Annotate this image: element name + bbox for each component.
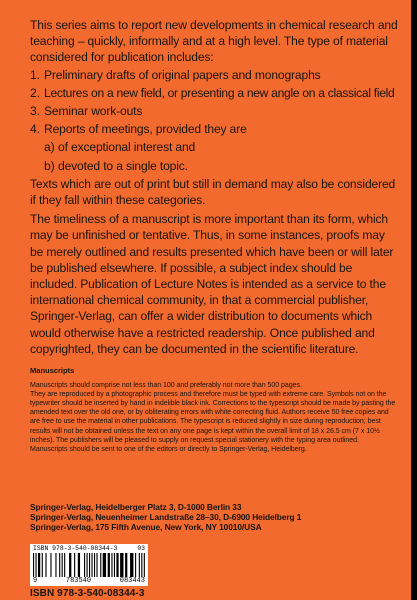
barcode-bar [74, 553, 75, 577]
address-berlin: Springer-Verlag, Heidelberger Platz 3, D-1000 Berlin 33 [30, 502, 242, 512]
publisher-addresses [30, 502, 402, 533]
barcode-bar [130, 553, 133, 577]
barcode-bar [139, 553, 140, 577]
barcode-bar [38, 553, 40, 577]
address-new-york: Springer-Verlag, 175 Fifth Avenue, New York, NY 10010/USA [30, 522, 262, 533]
list-item [30, 121, 400, 137]
manuscripts-submission: Manuscripts should be sent to one of the editors or directly to Springer-Verlag, Heidelberg. [30, 445, 307, 453]
barcode-bar [69, 553, 71, 577]
timeliness-paragraph: The timeliness of a manuscript is more important than its form, which may be unfinished or tentative. Thus, in some instances, proofs may be merely outlined and results presented which have been or will later be published elsewhere. If possible, a subject index should be included. Publication of Lecture Notes is intended as a service to the international chemical community, in that a commercial publisher, Springer-Verlag, can offer a wider distribution to documents which would otherwise have a restricted readership. Once published and copyrighted, they can be documented in the scientific literature. [30, 212, 394, 356]
barcode-isbn-line [33, 545, 145, 552]
material-list [30, 67, 400, 138]
list-number: 2. [30, 85, 40, 100]
barcode-bar [96, 553, 97, 577]
barcode-bar [87, 553, 88, 577]
list-text: Seminar work-outs [44, 104, 143, 119]
barcode-bar [125, 553, 127, 577]
meeting-sublist [44, 139, 400, 173]
barcode-bar [33, 553, 34, 577]
barcode-bar [62, 553, 63, 577]
series-description [30, 17, 400, 357]
barcode-bar [42, 553, 43, 577]
list-number: 4. [30, 122, 40, 137]
list-number: 1. [30, 67, 40, 82]
barcode-bar [135, 553, 136, 577]
barcode-bar [91, 553, 92, 577]
barcode-bar [59, 553, 60, 577]
barcode-first-digit: 9 [33, 577, 38, 585]
barcode-bar [35, 553, 36, 577]
list-item [30, 103, 400, 119]
barcode-bar [141, 553, 142, 577]
barcode-bar [108, 553, 110, 577]
sublist-item [44, 139, 400, 155]
list-item [30, 67, 400, 83]
list-text: Preliminary drafts of original papers and monographs [44, 67, 321, 82]
intro-paragraph: This series aims to report new developments in chemical research and teaching – quickly, informally and at a high level. The type of material considered for publication includes: [30, 18, 398, 65]
barcode-bar [94, 553, 95, 577]
barcode-suffix: 03 [137, 545, 145, 552]
barcode-bar [84, 553, 85, 577]
list-number: 3. [30, 104, 40, 119]
barcode-bar [78, 553, 80, 577]
barcode-bar [89, 553, 90, 577]
sublist-text: of exceptional interest and [58, 140, 196, 155]
sublist-letter: a) [44, 140, 55, 155]
barcode-bars [33, 553, 145, 577]
list-text: Lectures on a new field, or presenting a new angle on a classical field [44, 85, 395, 100]
barcode-bar [100, 553, 101, 577]
barcode-digits [33, 577, 145, 585]
manuscripts-instructions: They are reproduced by a photographic process and therefore must be typed with extreme care. Symbols not on the typewriter should be inserted by hand in indelible black ink. Corrections to the typescript should be made by pasting the amended text over the old one, or by obliterating errors with white correcting fluid. Authors receive 50 free copies and are free to use the material in other publications. The typescript is reduced slightly in size during reproduction; best results will not be obtained unless the text on any one page is kept within the overall limit of 18 x 26.5 cm (7 x 10½ inches). The publishers will be pleased to supply on request special stationery with the typing area outlined. [30, 391, 396, 444]
isbn: ISBN 978-3-540-08344-3 [30, 588, 145, 599]
barcode-bar [55, 553, 56, 577]
barcode-bar [116, 553, 118, 577]
address-heidelberg: Springer-Verlag, Neuenheimer Landstraße 28–30, D-6900 Heidelberg 1 [30, 512, 302, 523]
manuscripts-length: Manuscripts should comprise not less than 100 and preferably not more than 500 pages. [30, 382, 302, 390]
barcode-bar [114, 553, 115, 577]
barcode [30, 544, 148, 586]
barcode-bar [50, 553, 51, 577]
manuscripts-section [30, 366, 400, 454]
barcode-isbn-text: ISBN 978-3-540-08344-3 [33, 545, 118, 552]
manuscripts-heading: Manuscripts [30, 366, 75, 375]
sublist-item [44, 158, 400, 174]
barcode-left-digits: 783540 [65, 577, 92, 585]
barcode-bar [45, 553, 46, 577]
barcode-bar [64, 553, 65, 577]
sublist-text: devoted to a single topic. [58, 158, 188, 173]
list-text: Reports of meetings, provided they are [44, 122, 247, 137]
barcode-bar [111, 553, 112, 577]
out-of-print-paragraph: Texts which are out of print but still in demand may also be considered if they fall within these categories. [30, 176, 396, 208]
barcode-right-digits: 083443 [119, 577, 145, 585]
list-item [30, 85, 400, 101]
barcode-bar [103, 553, 106, 577]
sublist-letter: b) [44, 158, 55, 173]
barcode-bar [120, 553, 123, 577]
barcode-bar [144, 553, 145, 577]
